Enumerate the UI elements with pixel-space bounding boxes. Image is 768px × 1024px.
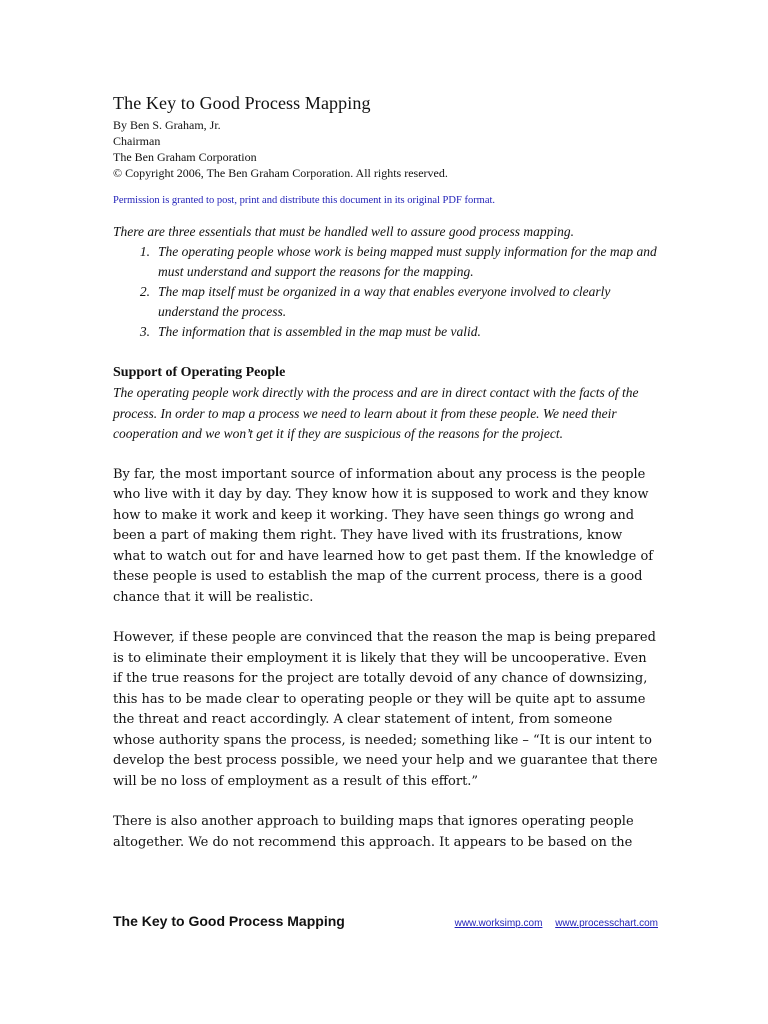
essential-number: 1. <box>139 244 150 259</box>
essential-text: The operating people whose work is being mapped must supply information for the map and must understand and support the reasons for the mapping. <box>158 244 657 279</box>
organization: The Ben Graham Corporation <box>113 150 257 164</box>
body-paragraph: By far, the most important source of information about any process is the people who live with it day by day. They know how it is supposed to work and they know how to make it work and keep it working. They have seen things go wrong and been a part of making them right. They have lived with its frustrations, know what to watch out for and have learned how to get past them. If the knowledge of these people is used to establish the map of the current process, there is a good chance that it will be realistic. <box>113 466 654 605</box>
author-role: Chairman <box>113 134 161 148</box>
processchart-link[interactable]: www.processchart.com <box>555 918 658 929</box>
body-paragraph: However, if these people are convinced that the reason the map is being prepared is to eliminate their employment it is likely that they will be uncooperative. Even if the true reasons for the project are totally devoid of any chance of downsizing, this has to be made clear to operating people or they will be quite apt to assume the threat and react accordingly. A clear statement of intent, from someone whose authority spans the process, is needed; something like – “It is our intent to develop the best process possible, we need your help and we guarantee that there will be no loss of employment as a result of this effort.” <box>113 630 658 789</box>
essential-item <box>113 322 658 342</box>
section-heading: Support of Operating People <box>113 365 286 380</box>
page-footer <box>113 913 658 929</box>
essential-number: 3. <box>139 324 150 339</box>
footer-links <box>445 918 658 929</box>
body-paragraph: There is also another approach to building maps that ignores operating people altogether. We do not recommend this approach. It appears to be based on the <box>113 814 634 850</box>
essential-item <box>113 242 658 282</box>
section-summary: The operating people work directly with the process and are in direct contact with the facts of the process. In order to map a process we need to learn about it from these people. We need their cooperation and we won’t get it if they are suspicious of the reasons for the project. <box>113 385 639 441</box>
essential-item <box>113 282 658 322</box>
essentials-list <box>113 242 658 342</box>
copyright-notice: © Copyright 2006, The Ben Graham Corporation. All rights reserved. <box>113 166 448 180</box>
essential-text: The information that is assembled in the map must be valid. <box>158 324 481 339</box>
intro-text: There are three essentials that must be handled well to assure good process mapping. <box>113 224 574 239</box>
document-title: The Key to Good Process Mapping <box>113 93 371 113</box>
permission-notice: Permission is granted to post, print and distribute this document in its original PDF format. <box>113 195 496 206</box>
essential-number: 2. <box>139 284 150 299</box>
footer-title: The Key to Good Process Mapping <box>113 913 345 929</box>
essential-text: The map itself must be organized in a way that enables everyone involved to clearly understand the process. <box>158 284 611 319</box>
document-page <box>113 92 658 853</box>
worksimp-link[interactable]: www.worksimp.com <box>454 918 543 929</box>
author-line: By Ben S. Graham, Jr. <box>113 118 221 132</box>
